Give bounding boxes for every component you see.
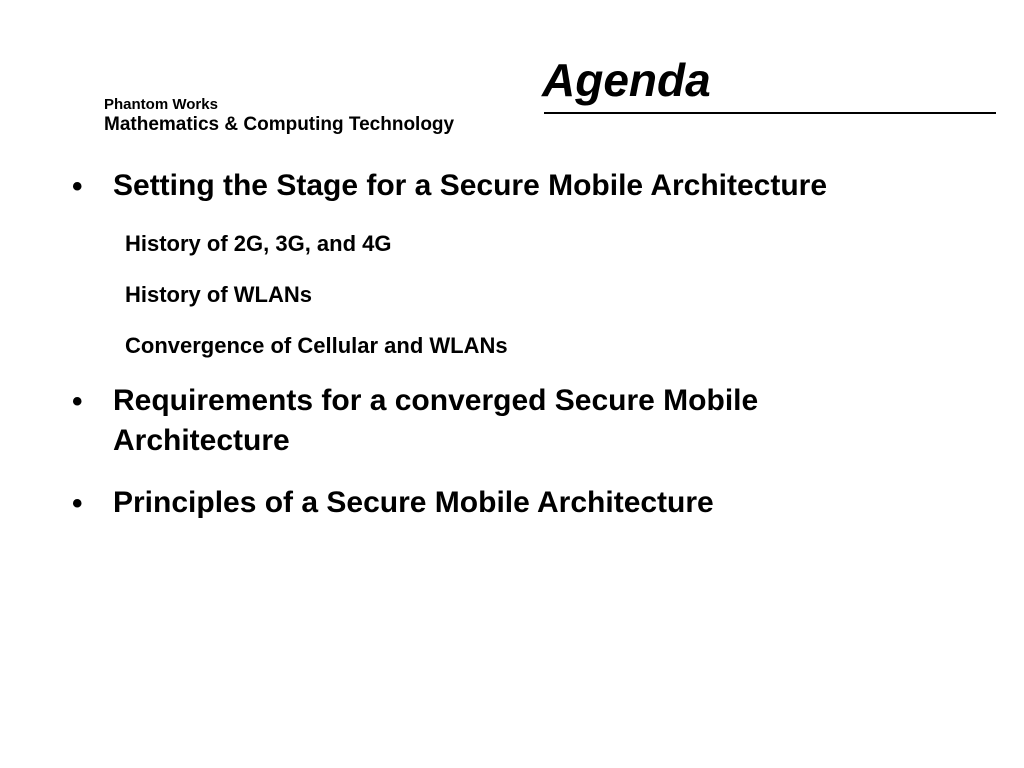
agenda-subitem-history-wlans: History of WLANs xyxy=(125,282,312,307)
agenda-subitem-convergence: Convergence of Cellular and WLANs xyxy=(125,333,508,358)
bullet-icon: • xyxy=(72,385,83,418)
bullet-icon: • xyxy=(72,487,83,520)
title-underline xyxy=(544,112,996,114)
agenda-item-text: Principles of a Secure Mobile Architecture xyxy=(113,486,714,519)
agenda-item-text: Setting the Stage for a Secure Mobile Architecture xyxy=(113,169,828,202)
bullet-icon: • xyxy=(72,170,83,203)
slide-title: Agenda xyxy=(542,54,711,106)
agenda-subitem-history-cellular: History of 2G, 3G, and 4G xyxy=(125,231,392,256)
organization-name: Phantom Works xyxy=(104,96,218,113)
organization-department: Mathematics & Computing Technology xyxy=(104,114,455,135)
agenda-item-text: Requirements for a converged Secure Mobile Architecture xyxy=(113,384,759,457)
